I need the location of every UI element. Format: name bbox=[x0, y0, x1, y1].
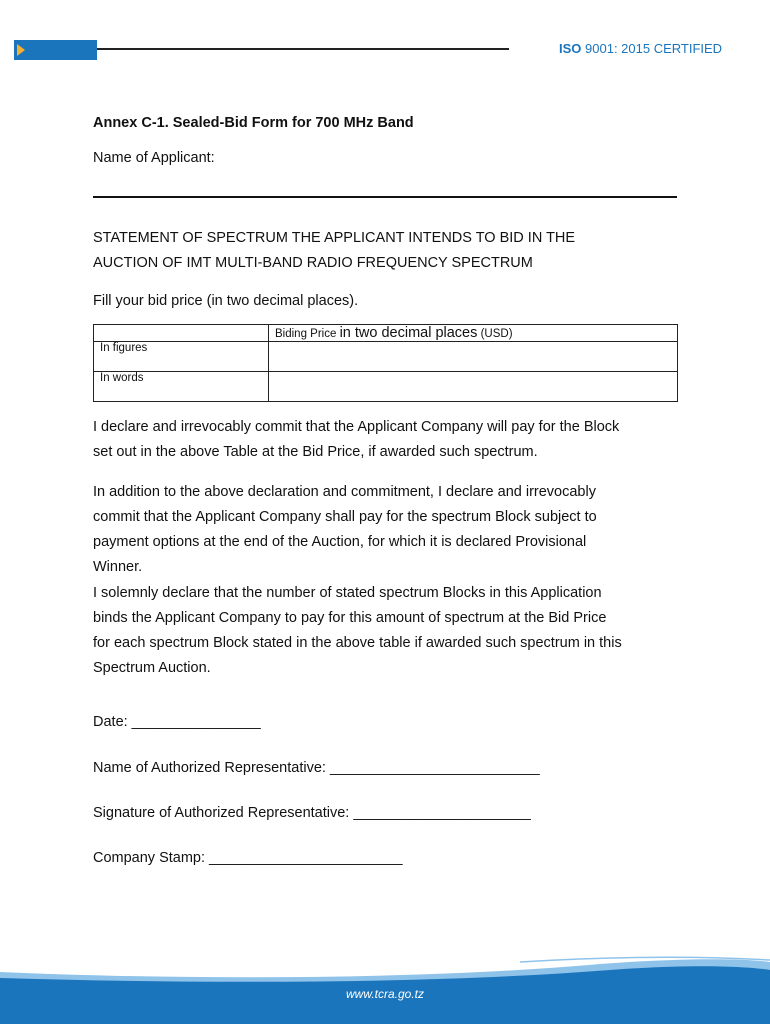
header-rule bbox=[97, 48, 509, 50]
declaration-paragraph-3 bbox=[93, 581, 673, 681]
statement-heading bbox=[93, 226, 575, 276]
declaration-2-line-4: Winner. bbox=[93, 559, 143, 575]
table-row bbox=[94, 342, 678, 372]
header-brand-bar bbox=[14, 40, 97, 60]
representative-name-field[interactable]: Name of Authorized Representative: __________________________ bbox=[93, 760, 540, 776]
company-stamp-field[interactable]: Company Stamp: ________________________ bbox=[93, 850, 403, 866]
table-header-price bbox=[269, 325, 678, 342]
declaration-2-line-1: In addition to the above declaration and commitment, I declare and irrevocably bbox=[93, 484, 596, 500]
declaration-paragraph-1 bbox=[93, 415, 673, 465]
date-field[interactable]: Date: ________________ bbox=[93, 714, 261, 730]
row-label-figures: In figures bbox=[94, 342, 269, 372]
form-title: Annex C-1. Sealed-Bid Form for 700 MHz Band bbox=[93, 115, 414, 131]
iso-prefix: ISO bbox=[559, 41, 582, 56]
table-header-row bbox=[94, 325, 678, 342]
table-row bbox=[94, 372, 678, 402]
declaration-2-line-2: commit that the Applicant Company shall pay for the spectrum Block subject to bbox=[93, 509, 597, 525]
declaration-1-line-2: set out in the above Table at the Bid Price, if awarded such spectrum. bbox=[93, 444, 538, 460]
bid-price-table bbox=[93, 324, 678, 402]
declaration-3-line-1: I solemnly declare that the number of stated spectrum Blocks in this Application bbox=[93, 585, 602, 601]
table-header-empty bbox=[94, 325, 269, 342]
header-arrow-icon bbox=[17, 44, 25, 56]
header-part-c: (USD) bbox=[477, 328, 513, 340]
iso-certification bbox=[559, 41, 722, 56]
representative-signature-field[interactable]: Signature of Authorized Representative: ______________________ bbox=[93, 805, 531, 821]
website-link[interactable]: www.tcra.go.tz bbox=[345, 987, 425, 1001]
applicant-name-label: Name of Applicant: bbox=[93, 150, 215, 166]
bid-in-figures-cell[interactable] bbox=[269, 342, 678, 372]
declaration-2-line-3: payment options at the end of the Auction, for which it is declared Provisional bbox=[93, 534, 587, 550]
applicant-name-line[interactable] bbox=[93, 196, 677, 198]
statement-line-1: STATEMENT OF SPECTRUM THE APPLICANT INTENDS TO BID IN THE bbox=[93, 230, 576, 246]
bid-in-words-cell[interactable] bbox=[269, 372, 678, 402]
declaration-3-line-2: binds the Applicant Company to pay for this amount of spectrum at the Bid Price bbox=[93, 610, 607, 626]
declaration-1-line-1: I declare and irrevocably commit that the Applicant Company will pay for the Block bbox=[93, 419, 620, 435]
header-part-a: Biding Price bbox=[275, 328, 340, 340]
iso-text: 9001: 2015 CERTIFIED bbox=[581, 41, 723, 56]
declaration-3-line-3: for each spectrum Block stated in the above table if awarded such spectrum in this bbox=[93, 635, 622, 651]
header-part-b: in two decimal places bbox=[339, 325, 478, 341]
row-label-words: In words bbox=[94, 372, 269, 402]
statement-line-2: AUCTION OF IMT MULTI-BAND RADIO FREQUENCY SPECTRUM bbox=[93, 255, 533, 271]
declaration-paragraph-2 bbox=[93, 480, 673, 580]
fill-instruction: Fill your bid price (in two decimal places). bbox=[93, 293, 359, 309]
declaration-3-line-4: Spectrum Auction. bbox=[93, 660, 211, 676]
